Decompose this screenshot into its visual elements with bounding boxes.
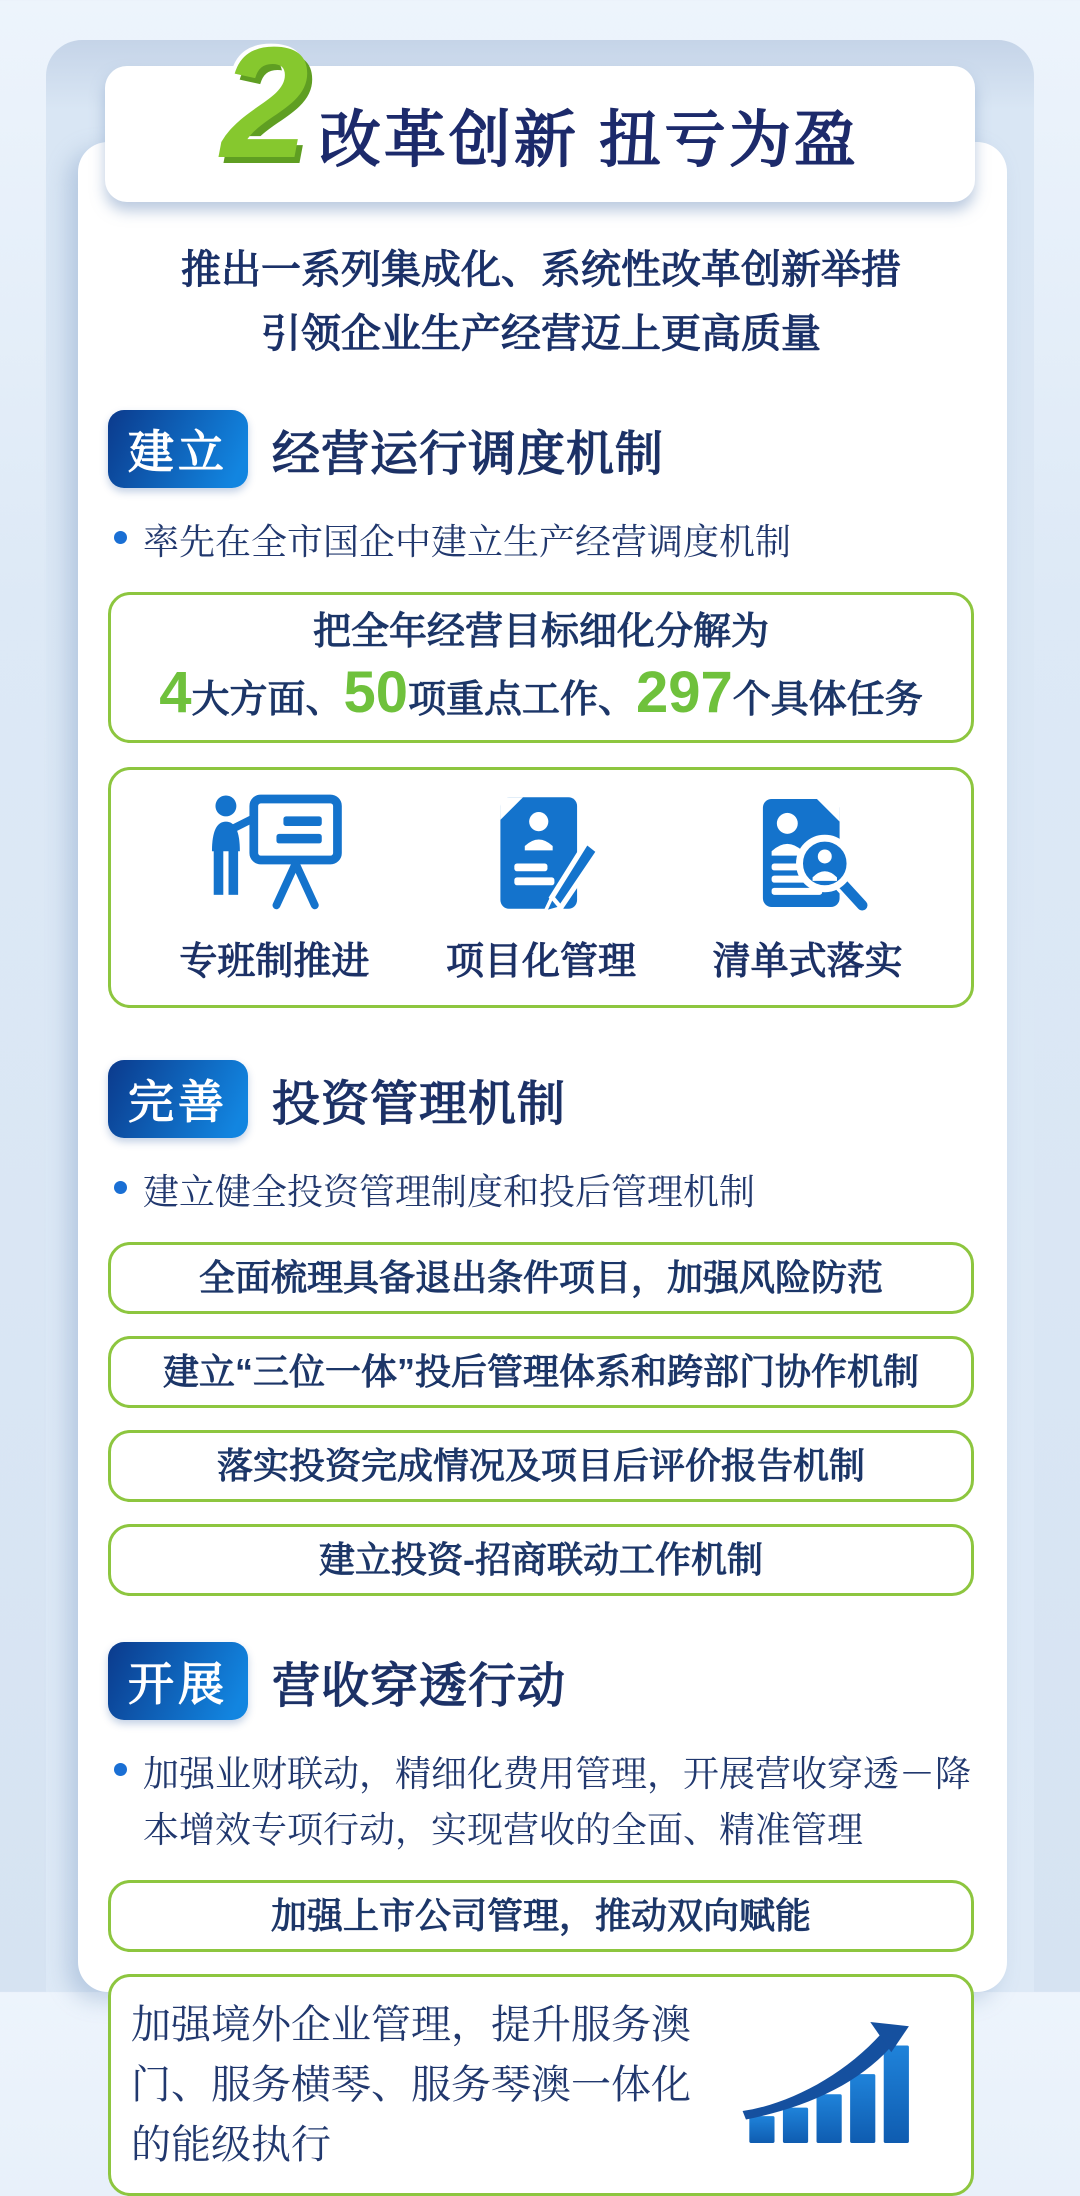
targets-line: [127, 659, 955, 726]
section-2-title: 投资管理机制: [272, 1077, 567, 1131]
subtitle-line-1: 推出一系列集成化、系统性改革创新举措: [181, 248, 901, 292]
stat-number: 4: [159, 660, 192, 725]
document-pen-icon: [476, 792, 607, 914]
checklist-magnifier-icon: [742, 792, 873, 914]
section-2-bullet: [108, 1164, 974, 1220]
feature-item: [179, 792, 369, 985]
bullet-dot: [114, 1763, 127, 1776]
page-title: 改革创新 扭亏为盈: [318, 105, 860, 175]
title-card: [105, 15, 975, 202]
growth-chart-icon: [725, 2022, 945, 2148]
feature-label: 清单式落实: [712, 941, 903, 983]
presenter-board-icon: [205, 792, 344, 914]
targets-intro: 把全年经营目标细化分解为: [312, 611, 769, 653]
feature-item: [713, 792, 903, 985]
bullet-text: 率先在全市国企中建立生产经营调度机制: [143, 521, 792, 562]
measure-box: 建立“三位一体”投后管理体系和跨部门协作机制: [108, 1336, 974, 1408]
measure-box: 加强上市公司管理，推动双向赋能: [108, 1880, 974, 1952]
subtitle: [108, 238, 974, 366]
targets-box: [108, 592, 974, 743]
feature-label: 专班制推进: [179, 941, 370, 983]
stat-number: 50: [343, 660, 408, 725]
bullet-dot: [114, 531, 127, 544]
stat-label: 大方面、: [191, 679, 344, 721]
bullet-text: 加强业财联动，精细化费用管理，开展营收穿透－降本增效专项行动，实现营收的全面、精准管理: [143, 1753, 972, 1850]
bullet-dot: [114, 1181, 127, 1194]
stat-label: 项重点工作、: [407, 679, 636, 721]
section-1-header: [108, 410, 974, 488]
stat-number: 297: [636, 660, 733, 725]
feature-label: 项目化管理: [445, 941, 636, 983]
section-2-badge: 完善: [108, 1060, 248, 1138]
highlight-box: [108, 1974, 974, 2196]
section-1-badge: 建立: [108, 410, 248, 488]
feature-item: [446, 792, 636, 985]
section-1-title: 经营运行调度机制: [272, 427, 665, 481]
stat-label: 个具体任务: [732, 679, 923, 721]
bullet-text: 建立健全投资管理制度和投后管理机制: [143, 1171, 756, 1212]
section-3-bullet: [108, 1746, 974, 1858]
content-card: [78, 142, 1007, 2167]
measure-box: 全面梳理具备退出条件项目，加强风险防范: [108, 1242, 974, 1314]
section-1-bullet: [108, 514, 974, 570]
section-number: 2: [220, 15, 309, 191]
measure-box: 落实投资完成情况及项目后评价报告机制: [108, 1430, 974, 1502]
section-3-title: 营收穿透行动: [272, 1659, 567, 1713]
highlight-text: 加强境外企业管理，提升服务澳门、服务横琴、服务琴澳一体化的能级执行: [131, 2003, 691, 2167]
subtitle-line-2: 引领企业生产经营迈上更高质量: [261, 312, 821, 356]
methods-box: [108, 767, 974, 1008]
measure-box: 建立投资-招商联动工作机制: [108, 1524, 974, 1596]
section-3-badge: 开展: [108, 1642, 248, 1720]
section-2-header: [108, 1060, 974, 1138]
section-3-header: [108, 1642, 974, 1720]
